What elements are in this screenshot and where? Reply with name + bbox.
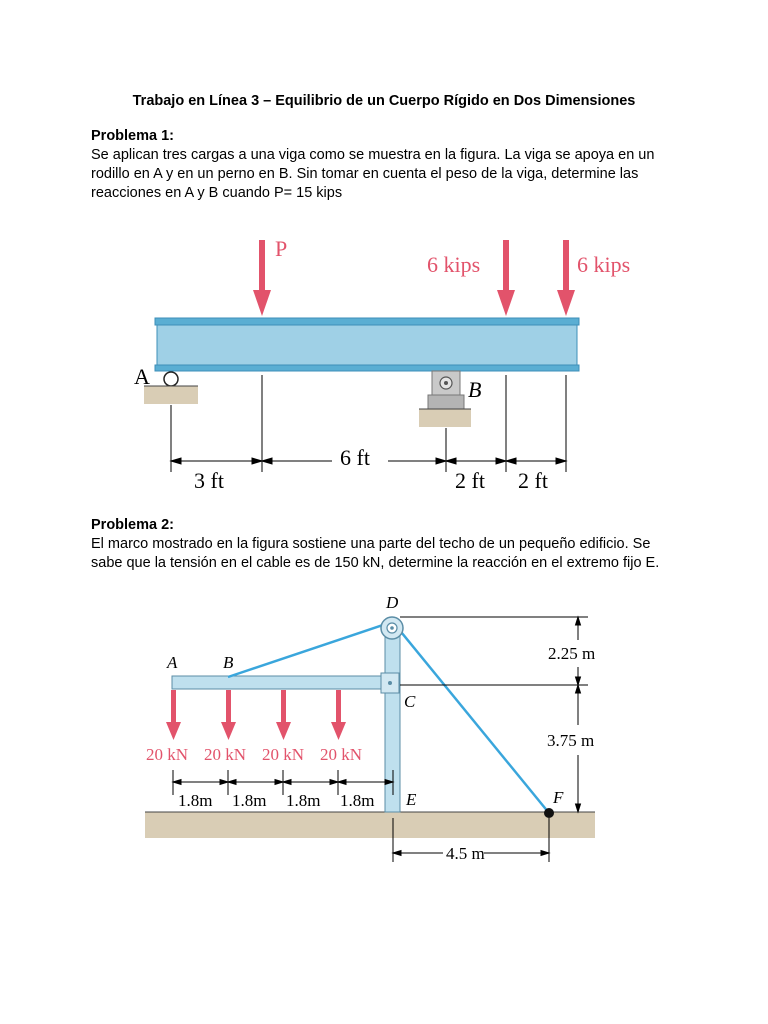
load-arrow-6kips-1 bbox=[497, 240, 515, 316]
frame-beam bbox=[172, 676, 386, 689]
dimension-label-2ft-2: 2 ft bbox=[518, 468, 548, 493]
pin-support-b bbox=[419, 371, 471, 427]
load-arrow-p bbox=[253, 240, 271, 316]
point-label-b: B bbox=[468, 377, 482, 402]
load-arrow-20kn-2 bbox=[221, 690, 236, 740]
span-label-4: 1.8m bbox=[340, 791, 375, 810]
load-label-2: 6 kips bbox=[577, 252, 631, 277]
problem-1-line: reacciones en A y B cuando P= 15 kips bbox=[91, 185, 343, 201]
load-arrow-20kn-3 bbox=[276, 690, 291, 740]
height-label-2-25m: 2.25 m bbox=[548, 644, 596, 663]
load-arrow-6kips-2 bbox=[557, 240, 575, 316]
span-label-2: 1.8m bbox=[232, 791, 267, 810]
load-arrow-20kn-4 bbox=[331, 690, 346, 740]
load-label-p: P bbox=[275, 236, 288, 261]
point-label-e: E bbox=[406, 790, 417, 809]
problem-2-heading: Problema 2: bbox=[91, 517, 174, 533]
point-label-c: C bbox=[404, 692, 416, 711]
anchor-f bbox=[544, 808, 554, 818]
height-label-3-75m: 3.75 m bbox=[547, 731, 595, 750]
point-label-d: D bbox=[386, 593, 399, 612]
dimension-label-3ft: 3 ft bbox=[194, 468, 224, 493]
load-label-20kn-4: 20 kN bbox=[320, 745, 363, 764]
dimension-label-6ft: 6 ft bbox=[340, 445, 370, 470]
cable-bd bbox=[228, 624, 386, 677]
load-label-20kn-3: 20 kN bbox=[262, 745, 305, 764]
span-label-3: 1.8m bbox=[286, 791, 321, 810]
problem-2-line: sabe que la tensión en el cable es de 150 kN, determine la reacción en el extremo fijo E. bbox=[91, 555, 660, 571]
load-label-20kn-1: 20 kN bbox=[146, 745, 189, 764]
width-label-4-5m: 4.5 m bbox=[446, 844, 485, 863]
problem-1-line: Se aplican tres cargas a una viga como se muestra en la figura. La viga se apoya en un bbox=[91, 147, 655, 163]
document-title: Trabajo en Línea 3 – Equilibrio de un Cuerpo Rígido en Dos Dimensiones bbox=[132, 93, 636, 109]
dimension-label-2ft-1: 2 ft bbox=[455, 468, 485, 493]
roller-support-a bbox=[144, 372, 198, 404]
problem-2-line: El marco mostrado en la figura sostiene una parte del techo de un pequeño edificio. Se bbox=[91, 536, 651, 552]
load-label-1: 6 kips bbox=[427, 252, 481, 277]
pulley-d bbox=[381, 617, 403, 639]
span-label-1: 1.8m bbox=[178, 791, 213, 810]
figure-2-frame-diagram bbox=[145, 593, 595, 863]
point-label-a: A bbox=[167, 653, 178, 672]
load-label-20kn-2: 20 kN bbox=[204, 745, 247, 764]
ground bbox=[145, 812, 595, 838]
problem-1-line: rodillo en A y en un perno en B. Sin tomar en cuenta el peso de la viga, determine las bbox=[91, 166, 639, 182]
point-label-f: F bbox=[553, 788, 564, 807]
cable-df bbox=[397, 627, 549, 813]
load-arrow-20kn-1 bbox=[166, 690, 181, 740]
point-label-a: A bbox=[134, 364, 150, 389]
beam bbox=[155, 318, 579, 371]
point-label-b: B bbox=[223, 653, 234, 672]
problem-1-heading: Problema 1: bbox=[91, 128, 174, 144]
